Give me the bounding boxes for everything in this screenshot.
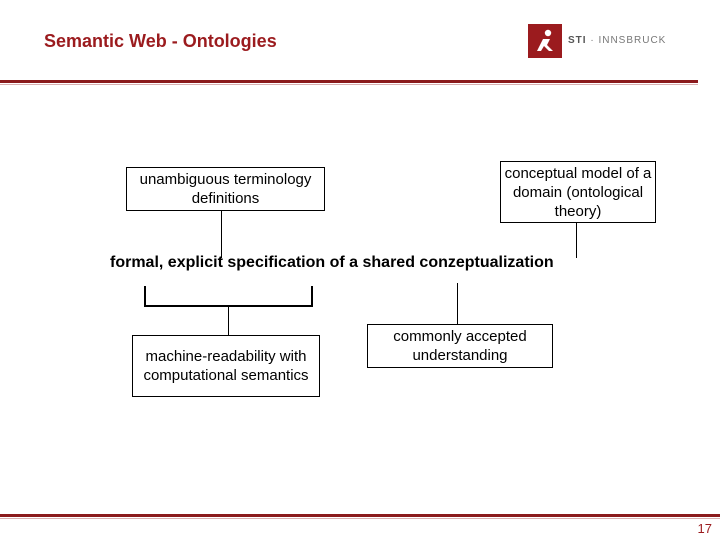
footer-rule-thin: [0, 518, 720, 519]
footer-rule: [0, 514, 720, 517]
connector-machine: [228, 306, 229, 336]
bracket-left: [144, 286, 146, 307]
connector-conceptual: [576, 222, 577, 258]
box-terminology-text: unambiguous terminology definitions: [139, 171, 312, 207]
sti-logo-icon: [528, 24, 562, 58]
header-rule: [0, 80, 698, 83]
box-machine-text: machine-readability with computational semantics: [143, 348, 309, 384]
connector-common: [457, 283, 458, 325]
box-common: [367, 324, 553, 368]
page-number: 17: [697, 521, 712, 536]
sti-logo: [528, 24, 678, 58]
bracket-bottom: [144, 305, 313, 307]
sti-logo-text: STI · INNSBRUCK: [568, 35, 667, 46]
connector-terminology: [221, 210, 222, 258]
slide-title: Semantic Web - Ontologies: [44, 31, 277, 51]
box-common-text: commonly accepted understanding: [393, 328, 527, 364]
box-machine: [132, 335, 320, 397]
header-rule-thin: [0, 84, 698, 85]
box-conceptual-text: conceptual model of a domain (ontological theory): [504, 164, 652, 220]
bracket-right: [311, 286, 313, 307]
box-terminology: [126, 167, 325, 211]
box-conceptual: [500, 161, 656, 223]
definition-text: formal, explicit specification of a shared conzeptualization: [110, 254, 554, 271]
